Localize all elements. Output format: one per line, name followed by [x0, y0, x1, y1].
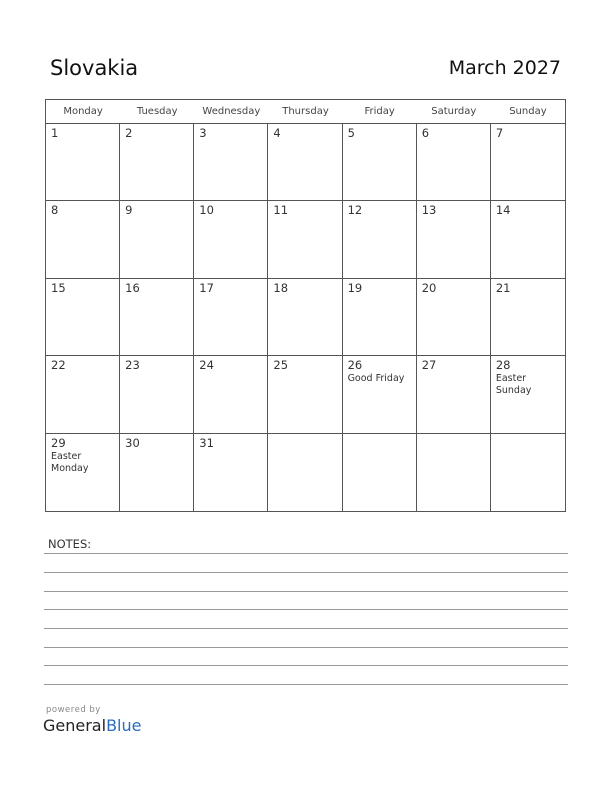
day-cell — [46, 201, 120, 278]
day-number: 20 — [421, 280, 437, 295]
note-line — [44, 684, 568, 685]
day-number: 23 — [125, 358, 140, 373]
country-title: Slovakia — [50, 56, 139, 80]
day-number: 17 — [199, 280, 214, 295]
day-cell — [46, 124, 120, 201]
day-number: 1 — [51, 126, 59, 140]
day-number: 26 — [347, 358, 363, 373]
note-line — [44, 647, 568, 648]
day-cell — [120, 434, 194, 511]
day-cell — [46, 279, 120, 356]
day-cell — [268, 124, 342, 201]
day-number: 25 — [273, 358, 289, 373]
brand-blue: Blue — [106, 716, 142, 735]
day-number: 24 — [199, 358, 214, 373]
weekday-header-tuesday: Tuesday — [120, 100, 194, 124]
day-number: 13 — [421, 203, 437, 218]
weekday-header-monday: Monday — [46, 100, 120, 124]
day-number: 30 — [125, 435, 140, 450]
day-number: 18 — [273, 280, 289, 295]
day-cell — [417, 356, 491, 433]
day-number: 22 — [51, 358, 66, 373]
day-cell — [491, 356, 565, 433]
day-cell — [120, 124, 194, 201]
day-cell — [120, 356, 194, 433]
day-cell — [491, 124, 565, 201]
day-cell — [417, 279, 491, 356]
day-cell — [417, 201, 491, 278]
day-number: 9 — [125, 203, 133, 218]
day-number: 5 — [347, 126, 355, 140]
day-number: 16 — [125, 280, 140, 295]
day-cell — [194, 124, 268, 201]
day-cell — [268, 201, 342, 278]
brand-general: General — [43, 716, 107, 735]
day-number: 2 — [125, 126, 133, 140]
day-cell — [194, 201, 268, 278]
day-cell — [268, 356, 342, 433]
day-cell — [268, 279, 342, 356]
weekday-header-sunday: Sunday — [491, 100, 565, 124]
day-number: 15 — [51, 280, 66, 295]
day-cell — [491, 279, 565, 356]
day-cell — [343, 124, 417, 201]
weekday-header-friday: Friday — [343, 100, 417, 124]
day-number: 7 — [495, 126, 504, 140]
day-number: 8 — [51, 203, 59, 218]
day-cell — [343, 279, 417, 356]
day-number: 3 — [199, 126, 207, 140]
day-number: 21 — [495, 280, 511, 295]
day-cell — [46, 356, 120, 433]
note-line — [44, 553, 568, 554]
day-number: 27 — [421, 358, 437, 373]
notes-label: NOTES: — [48, 537, 92, 551]
day-cell — [343, 356, 417, 433]
powered-by-text: powered by — [46, 705, 101, 715]
day-cell — [46, 434, 120, 511]
weekday-header-saturday: Saturday — [417, 100, 491, 124]
day-cell — [194, 279, 268, 356]
weekday-header-thursday: Thursday — [268, 100, 342, 124]
note-line — [44, 609, 568, 610]
weekday-header-wednesday: Wednesday — [194, 100, 268, 124]
day-number: 28 — [495, 358, 511, 373]
note-line — [44, 665, 568, 666]
day-number: 29 — [51, 435, 66, 450]
day-number: 31 — [199, 435, 214, 450]
day-number: 12 — [347, 203, 363, 218]
note-line — [44, 591, 568, 592]
holiday-label: Easter Sunday — [495, 373, 532, 397]
brand-logo — [43, 716, 141, 735]
day-number: 11 — [273, 203, 289, 218]
holiday-label: Good Friday — [347, 373, 405, 385]
day-cell — [120, 279, 194, 356]
day-number: 4 — [273, 126, 281, 140]
day-number: 10 — [199, 203, 214, 218]
day-number: 19 — [347, 280, 363, 295]
calendar-grid — [45, 99, 566, 512]
day-cell — [194, 356, 268, 433]
note-line — [44, 628, 568, 629]
day-cell — [417, 124, 491, 201]
holiday-label: Easter Monday — [51, 450, 89, 474]
month-title: March 2027 — [448, 57, 561, 79]
day-cell — [268, 434, 342, 511]
day-number: 14 — [495, 203, 511, 218]
day-cell — [417, 434, 491, 511]
day-cell — [491, 434, 565, 511]
day-cell — [343, 434, 417, 511]
note-line — [44, 572, 568, 573]
day-number: 6 — [421, 126, 430, 140]
day-cell — [194, 434, 268, 511]
day-cell — [491, 201, 565, 278]
day-cell — [120, 201, 194, 278]
day-cell — [343, 201, 417, 278]
